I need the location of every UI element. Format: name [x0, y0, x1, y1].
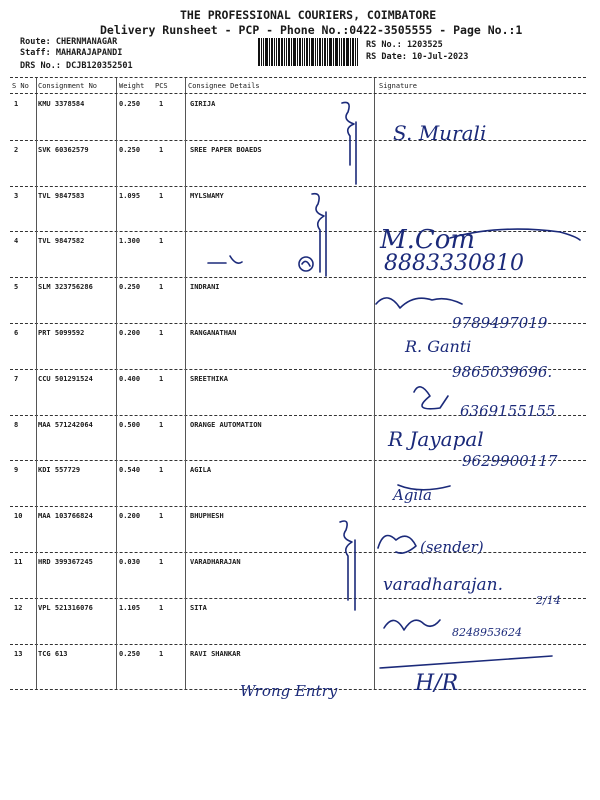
- row-divider: [10, 323, 586, 324]
- signature-12: 8248953624: [452, 626, 522, 639]
- signature-8a: R Jayapal: [388, 427, 484, 451]
- column-rule: [36, 186, 37, 232]
- bracket-mark: [340, 521, 352, 600]
- column-rule: [116, 552, 117, 598]
- row-weight: 0.200: [119, 329, 141, 337]
- row-serial: 12: [14, 603, 23, 612]
- row-serial: 4: [14, 237, 19, 246]
- row-pcs: 1: [159, 558, 164, 566]
- column-rule: [36, 78, 37, 93]
- barcode-bar: [336, 38, 338, 66]
- row-divider: [10, 140, 586, 141]
- barcode-bar: [291, 38, 292, 66]
- rs-number: RS No.: 1203525: [366, 40, 443, 50]
- column-rule: [36, 277, 37, 323]
- row-serial: 13: [14, 649, 23, 658]
- row-pcs: 1: [159, 329, 164, 337]
- column-rule: [374, 78, 375, 93]
- signature-flourish: [414, 387, 448, 409]
- barcode-bar: [335, 38, 336, 66]
- column-rule: [116, 94, 117, 140]
- column-rule: [374, 231, 375, 277]
- column-rule: [374, 506, 375, 552]
- column-rule: [36, 644, 37, 690]
- column-rule: [185, 552, 186, 598]
- signature-8b: 9629900117: [462, 452, 558, 470]
- row-consignee: RAVI SHANKAR: [190, 649, 241, 658]
- column-rule: [36, 140, 37, 186]
- row-weight: 0.250: [119, 649, 141, 658]
- barcode-bar: [293, 38, 296, 66]
- divider: [10, 93, 586, 94]
- barcode-bar: [258, 38, 260, 66]
- barcode-bar: [352, 38, 354, 66]
- signature-11b: 2/14: [536, 594, 561, 607]
- column-rule: [185, 460, 186, 506]
- row-consignee: INDRANI: [190, 283, 220, 292]
- divider: [10, 77, 586, 78]
- signature-6b: 9865039696.: [452, 363, 553, 381]
- row-weight: 0.400: [119, 374, 141, 383]
- barcode-bar: [281, 38, 284, 66]
- row-serial: 10: [14, 512, 23, 521]
- row-serial: 11: [14, 558, 23, 566]
- row-pcs: 1: [159, 374, 164, 383]
- signature-9: Agila: [393, 486, 432, 504]
- row-divider: [10, 689, 586, 690]
- row-divider: [10, 598, 586, 599]
- signature-4a: M.Com: [380, 225, 476, 255]
- barcode-bar: [350, 38, 351, 66]
- column-rule: [116, 186, 117, 232]
- col-header-signature: Signature: [379, 82, 417, 90]
- column-rule: [374, 460, 375, 506]
- row-consignment-no: TCG 613: [38, 649, 68, 658]
- barcode-bar: [302, 38, 303, 66]
- column-rule: [185, 94, 186, 140]
- row-consignee: SREETHIKA: [190, 374, 228, 383]
- column-rule: [185, 186, 186, 232]
- column-rule: [374, 323, 375, 369]
- barcode-bar: [297, 38, 298, 66]
- row-pcs: 1: [159, 237, 164, 246]
- rs-date: RS Date: 10-Jul-2023: [366, 52, 469, 62]
- barcode-bar: [306, 38, 308, 66]
- column-rule: [374, 552, 375, 598]
- column-rule: [36, 231, 37, 277]
- column-rule: [185, 644, 186, 690]
- row-weight: 0.030: [119, 558, 141, 566]
- col-header-consignment: Consignment No: [38, 82, 98, 90]
- column-rule: [116, 506, 117, 552]
- bracket-mark: [312, 194, 324, 272]
- barcode-bar: [265, 38, 268, 66]
- row-pcs: 1: [159, 603, 164, 612]
- row-consignment-no: MAA 103766824: [38, 512, 93, 521]
- column-rule: [185, 506, 186, 552]
- barcode-bar: [317, 38, 318, 66]
- barcode-bar: [274, 38, 275, 66]
- barcode-bar: [322, 38, 323, 66]
- barcode-bar: [263, 38, 264, 66]
- column-rule: [36, 506, 37, 552]
- barcode-bar: [343, 38, 345, 66]
- signature-10: (sender): [420, 538, 484, 556]
- row-consignee: AGILA: [190, 466, 212, 475]
- row-divider: [10, 506, 586, 507]
- row-consignee: MYLSWAMY: [190, 191, 224, 200]
- column-rule: [374, 415, 375, 461]
- column-rule: [374, 644, 375, 690]
- row-consignment-no: VPL 521316076: [38, 603, 93, 612]
- row-divider: [10, 186, 586, 187]
- barcode: [258, 38, 358, 66]
- column-rule: [36, 369, 37, 415]
- row-consignment-no: KDI 557729: [38, 466, 81, 475]
- col-header-consignee: Consignee Details: [188, 82, 260, 90]
- row-consignment-no: CCU 501291524: [38, 374, 93, 383]
- row-pcs: 1: [159, 145, 164, 154]
- row-weight: 1.095: [119, 191, 141, 200]
- row-consignee: SREE PAPER BOAEDS: [190, 145, 262, 154]
- barcode-bar: [288, 38, 290, 66]
- row-weight: 0.250: [119, 145, 141, 154]
- row-serial: 5: [14, 283, 19, 292]
- column-rule: [116, 78, 117, 93]
- row-consignment-no: KMU 3378584: [38, 100, 85, 108]
- barcode-bar: [324, 38, 326, 66]
- barcode-bar: [269, 38, 270, 66]
- row-divider: [10, 460, 586, 461]
- barcode-bar: [357, 38, 358, 66]
- column-rule: [116, 140, 117, 186]
- row-divider: [10, 277, 586, 278]
- column-rule: [116, 598, 117, 644]
- column-rule: [374, 186, 375, 232]
- stamp-circle: [299, 257, 313, 271]
- column-rule: [36, 323, 37, 369]
- bracket-mark: [342, 102, 354, 165]
- row-pcs: 1: [159, 191, 164, 200]
- barcode-bar: [304, 38, 305, 66]
- column-rule: [36, 94, 37, 140]
- row-pcs: 1: [159, 420, 164, 429]
- drs-number: DRS No.: DCJB120352501: [20, 61, 133, 71]
- column-rule: [116, 277, 117, 323]
- row-serial: 9: [14, 466, 19, 475]
- row-weight: 1.300: [119, 237, 141, 246]
- column-rule: [36, 552, 37, 598]
- barcode-bar: [284, 38, 285, 66]
- runsheet-subtitle: Delivery Runsheet - PCP - Phone No.:0422-3505555 - Page No.:1: [100, 23, 523, 37]
- row-divider: [10, 415, 586, 416]
- row-serial: 7: [14, 374, 19, 383]
- row-divider: [10, 552, 586, 553]
- column-rule: [185, 369, 186, 415]
- column-rule: [36, 415, 37, 461]
- column-rule: [116, 231, 117, 277]
- column-rule: [185, 277, 186, 323]
- row-divider: [10, 231, 586, 232]
- row-serial: 2: [14, 145, 19, 154]
- row-consignee: SITA: [190, 603, 207, 612]
- signature-4b: 8883330810: [384, 251, 524, 276]
- row-serial: 1: [14, 100, 19, 108]
- row-consignment-no: TVL 9847582: [38, 237, 85, 246]
- underline-mark: [398, 485, 450, 490]
- column-rule: [36, 598, 37, 644]
- row-consignment-no: HRD 399367245: [38, 558, 93, 566]
- signature-7: 6369155155: [460, 402, 556, 420]
- row-serial: 3: [14, 191, 19, 200]
- scribble-mark: [208, 256, 242, 263]
- barcode-bar: [299, 38, 301, 66]
- barcode-bar: [261, 38, 262, 66]
- row-weight: 0.540: [119, 466, 141, 475]
- route-label: Route: CHERNMANAGAR: [20, 37, 118, 47]
- row-consignee: ORANGE AUTOMATION: [190, 420, 262, 429]
- signature-flourish: [376, 298, 462, 308]
- row-weight: 0.250: [119, 283, 141, 292]
- barcode-bar: [339, 38, 340, 66]
- wrong-entry-note: Wrong Entry: [240, 682, 338, 700]
- barcode-bar: [271, 38, 273, 66]
- barcode-bar: [276, 38, 277, 66]
- barcode-bar: [286, 38, 287, 66]
- column-rule: [185, 78, 186, 93]
- signature-5: 9789497019: [452, 314, 548, 332]
- column-rule: [116, 323, 117, 369]
- row-serial: 8: [14, 420, 19, 429]
- column-rule: [374, 140, 375, 186]
- column-rule: [185, 323, 186, 369]
- staff-label: Staff: MAHARAJAPANDI: [20, 48, 123, 58]
- row-weight: 0.200: [119, 512, 141, 521]
- signature-13: H/R: [415, 671, 459, 696]
- underline-mark: [380, 656, 552, 668]
- signature-flourish: [378, 536, 416, 554]
- column-rule: [374, 277, 375, 323]
- barcode-bar: [327, 38, 328, 66]
- scribble-mark: [302, 261, 310, 266]
- row-pcs: 1: [159, 512, 164, 521]
- row-divider: [10, 644, 586, 645]
- row-serial: 6: [14, 329, 19, 337]
- row-weight: 0.250: [119, 100, 141, 108]
- column-rule: [116, 415, 117, 461]
- row-pcs: 1: [159, 283, 164, 292]
- signature-11a: varadharajan.: [383, 575, 503, 595]
- column-rule: [185, 140, 186, 186]
- column-rule: [36, 460, 37, 506]
- column-rule: [185, 415, 186, 461]
- row-pcs: 1: [159, 466, 164, 475]
- barcode-bar: [315, 38, 316, 66]
- row-pcs: 1: [159, 649, 164, 658]
- barcode-bar: [346, 38, 349, 66]
- row-weight: 0.500: [119, 420, 141, 429]
- col-header-pcs: PCS: [155, 82, 168, 90]
- column-rule: [116, 369, 117, 415]
- row-consignee: RANGANATHAN: [190, 329, 237, 337]
- barcode-bar: [311, 38, 314, 66]
- col-header-weight: Weight: [119, 82, 145, 90]
- barcode-bar: [309, 38, 310, 66]
- row-consignee: BHUPHESH: [190, 512, 224, 521]
- column-rule: [185, 598, 186, 644]
- signature-6a: R. Ganti: [405, 337, 472, 356]
- col-header-sno: S No: [12, 82, 29, 90]
- column-rule: [116, 460, 117, 506]
- column-rule: [374, 369, 375, 415]
- barcode-bar: [319, 38, 321, 66]
- row-consignment-no: SVK 60362579: [38, 145, 89, 154]
- barcode-bar: [355, 38, 356, 66]
- row-consignee: VARADHARAJAN: [190, 558, 241, 566]
- column-rule: [116, 644, 117, 690]
- row-pcs: 1: [159, 100, 164, 108]
- column-rule: [185, 231, 186, 277]
- row-divider: [10, 369, 586, 370]
- column-rule: [374, 598, 375, 644]
- barcode-bar: [341, 38, 342, 66]
- row-consignment-no: PRT 5099592: [38, 329, 85, 337]
- company-title: THE PROFESSIONAL COURIERS, COIMBATORE: [180, 8, 437, 22]
- column-rule: [374, 94, 375, 140]
- signature-1: S. Murali: [393, 121, 487, 145]
- signature-flourish: [384, 620, 440, 630]
- row-consignment-no: TVL 9847583: [38, 191, 85, 200]
- row-consignment-no: MAA 571242064: [38, 420, 93, 429]
- row-consignment-no: SLM 323756286: [38, 283, 93, 292]
- barcode-bar: [329, 38, 332, 66]
- barcode-bar: [278, 38, 280, 66]
- row-consignee: GIRIJA: [190, 100, 216, 108]
- barcode-bar: [333, 38, 334, 66]
- row-weight: 1.105: [119, 603, 141, 612]
